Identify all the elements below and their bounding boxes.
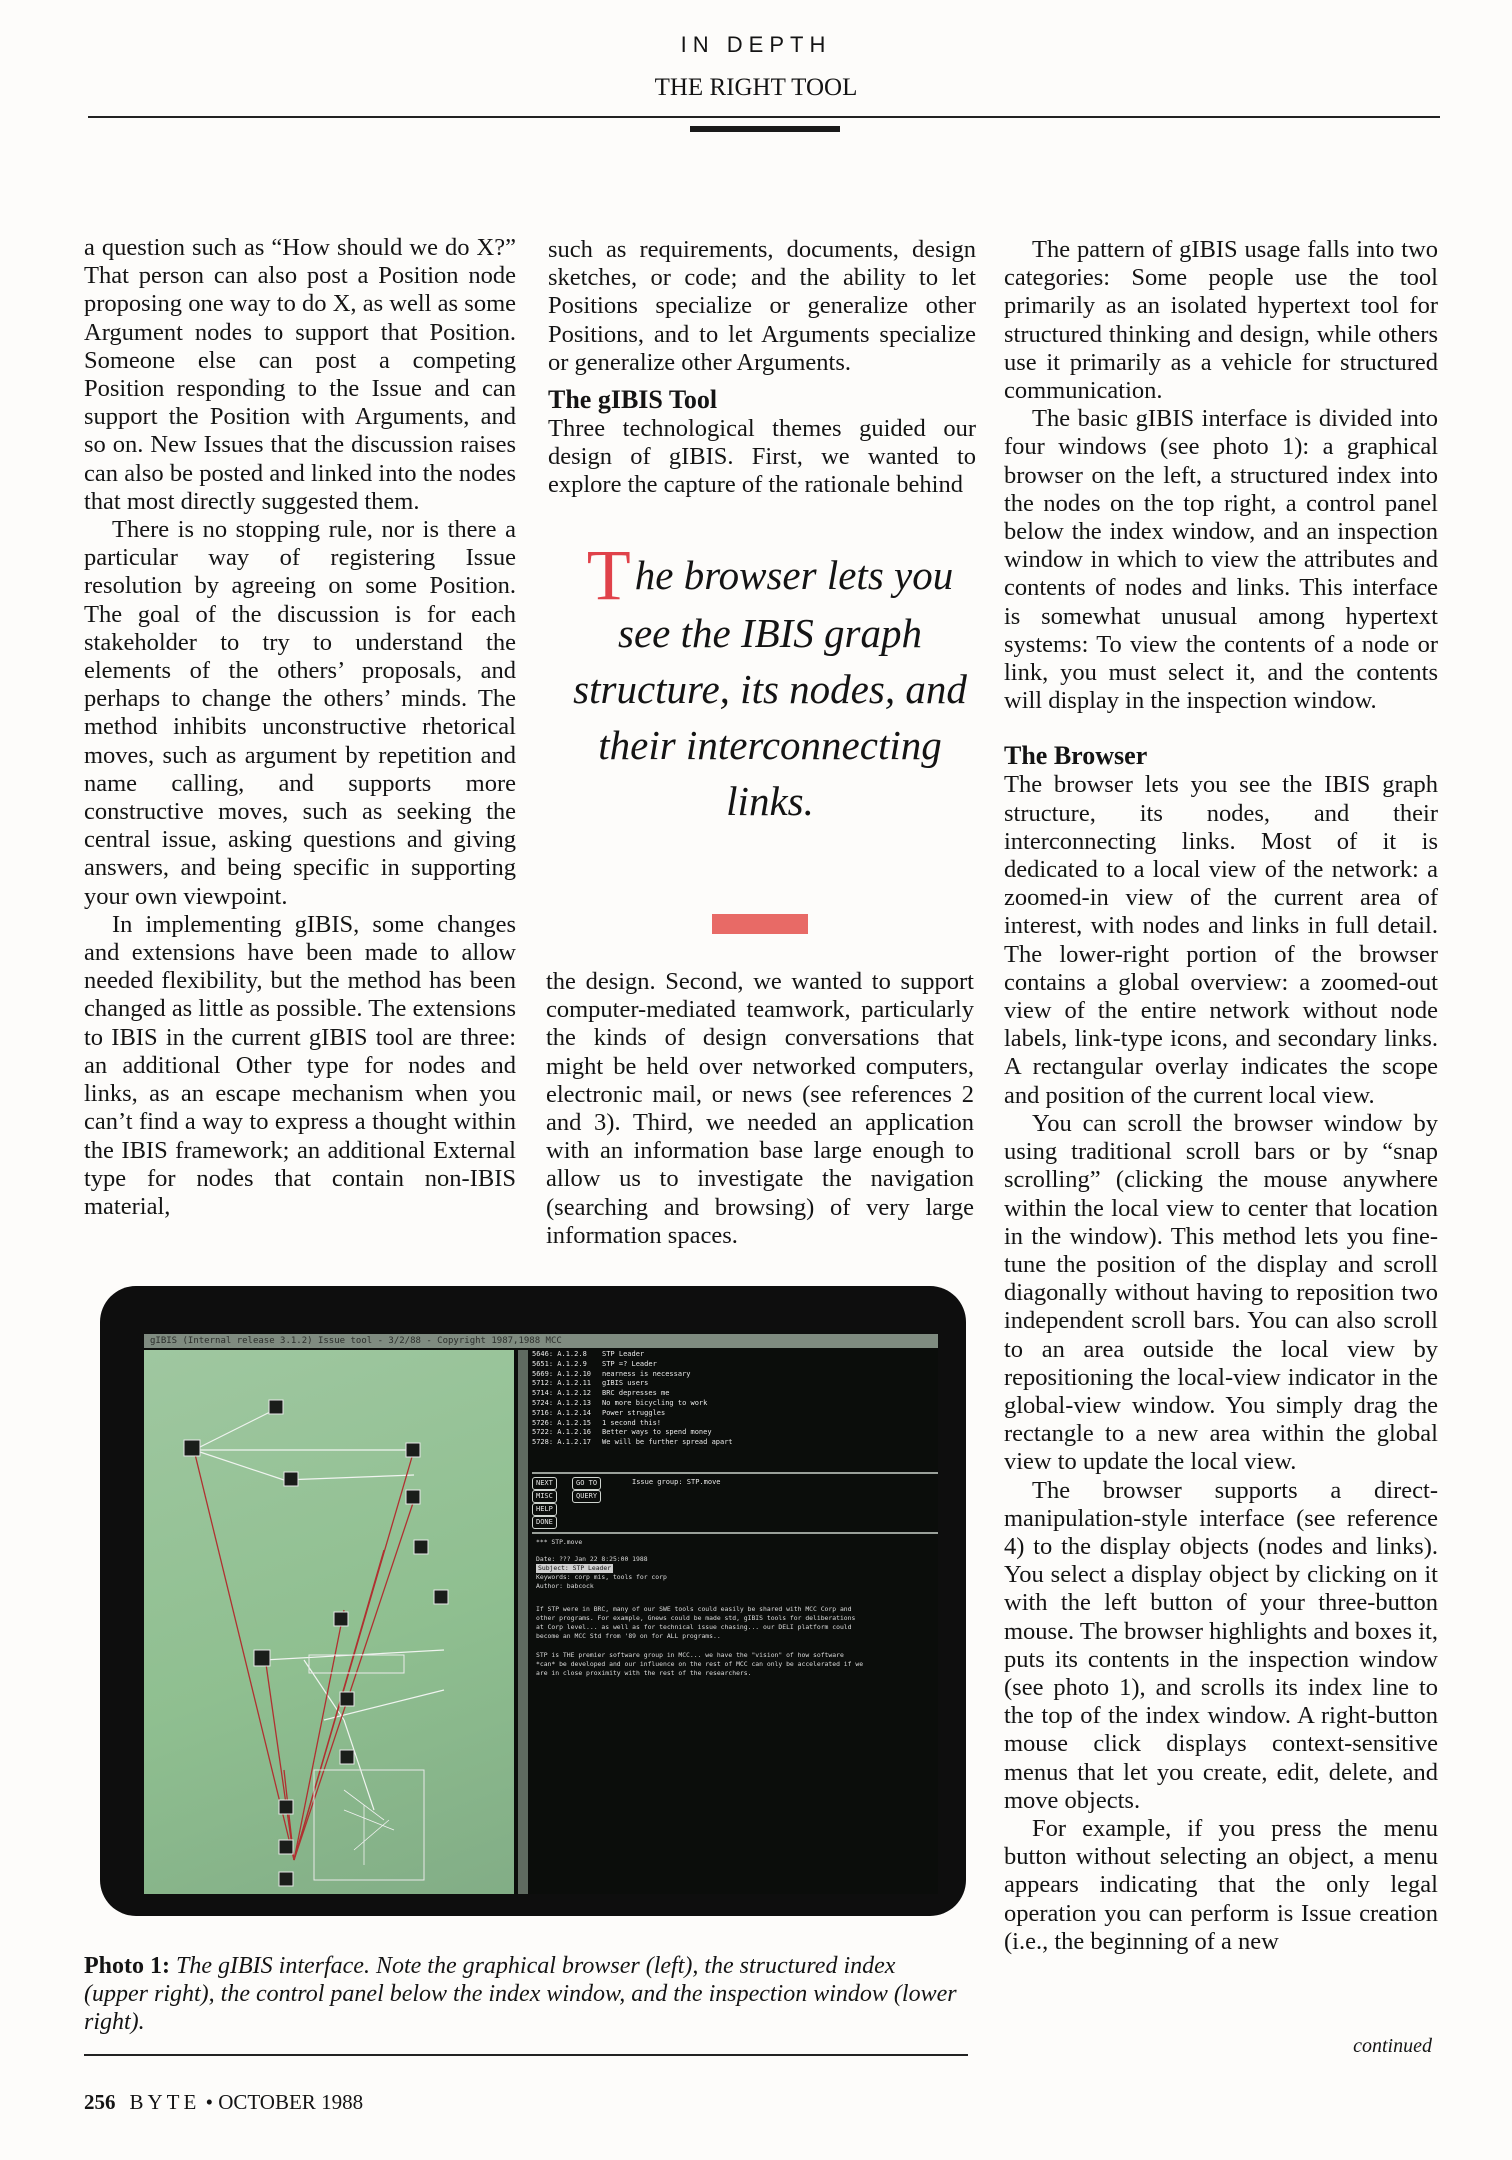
screen (144, 1334, 938, 1894)
selected-node-box (309, 1655, 404, 1673)
browser-scrollbar[interactable] (518, 1350, 528, 1894)
paragraph: Three technological themes guided our design of gIBIS. First, we wanted to explore the capture of the rationale behind (548, 415, 976, 499)
window-titlebar: gIBIS (Internal release 3.1.2) Issue tool - 3/2/88 - Copyright 1987,1988 MCC (144, 1334, 938, 1348)
caption-rule (84, 2054, 968, 2056)
inspect-date: Date: ??? Jan 22 8:25:00 1988 (536, 1555, 648, 1563)
paragraph: You can scroll the browser window by using traditional scroll bars or by “snap scrolling” (clicking the mouse anywhere within the local view to center that location in the window). This method lets you fine-tune the position of the display and scroll diagonally without having to reposition two independent scroll bars. You can also scroll to an area outside the local view by repositioning the local-view indicator in the global-view window. You simply drag the rectangle to a new area within the global view to update the local view. (1004, 1109, 1438, 1476)
page-number: 256 (84, 2090, 116, 2114)
structured-index (532, 1350, 938, 1468)
index-row[interactable]: 5669: A.1.2.10 nearness is necessary (532, 1369, 691, 1378)
magazine-name: BYTE (129, 2090, 201, 2114)
inspect-header: *** STP.move (536, 1538, 583, 1546)
paragraph: The browser lets you see the IBIS graph structure, its nodes, and their interconnecting links. Most of it is dedicated to a local view of the network: a zoomed-in view of the current area of interest, with nodes and links in full detail. The lower-right portion of the browser contains a global overview: a zoomed-out view of the entire network without node labels, link-type icons, and secondary links. A rectangular overlay indicates the scope and position of the current local view. (1004, 771, 1438, 1109)
index-row[interactable]: 5728: A.1.2.17 We will be further spread apart (532, 1438, 733, 1447)
column-middle (548, 236, 976, 500)
inspect-body: STP is THE premier software group in MCC... we have the "vision" of how software *can* be developed and our influence on the rest of MCC can only be accelerated if we are in close proximity with the rest of the researchers. (536, 1651, 864, 1677)
index-row[interactable]: 5724: A.1.2.13 No more bicycling to work (532, 1398, 708, 1407)
paragraph: The basic gIBIS interface is divided into four windows (see photo 1): a graphical browser on the left, a structured index into the nodes on the top right, a control panel below the index window, and an inspection window in which to view the attributes and contents of nodes and links. This interface is somewhat unusual among hypertext systems: To view the contents of a node or link, you must select it, and the contents will display in the inspection window. (1004, 405, 1438, 715)
section-heading: The Browser (1004, 741, 1148, 771)
pull-quote-initial: T (586, 535, 631, 615)
index-row[interactable]: 5716: A.1.2.14 Power struggles (532, 1408, 666, 1417)
done-button[interactable]: DONE (532, 1516, 557, 1529)
issue-date: OCTOBER 1988 (218, 2090, 364, 2114)
column-left (84, 234, 516, 1221)
section-kicker: IN DEPTH (680, 32, 832, 57)
goto-button[interactable]: GO TO (572, 1477, 601, 1490)
query-button[interactable]: QUERY (572, 1490, 601, 1503)
inspect-body: If STP were in BRC, many of our SWE tools could easily be shared with MCC Corp and other programs. For example, Gnews could be made std, gIBIS tools for deliberations at Corp level... as well as for technical issue chasing... our DELI platform could become an MCC Std from '89 on for ALL programs.. (536, 1605, 856, 1640)
inspect-keywords: Keywords: corp mis, tools for corp (536, 1573, 667, 1581)
graphical-browser (144, 1350, 514, 1894)
pull-quote-text: he browser lets you see the IBIS graph structure, its nodes, and their interconnecting links. (573, 552, 967, 824)
index-row[interactable]: 5714: A.1.2.12 BRC depresses me (532, 1389, 670, 1398)
paragraph: the design. Second, we wanted to support computer-mediated teamwork, particularly the kinds of design conversations that might be held over networked computers, electronic mail, or news (see references 2 and 3). Third, we needed an application with an information base large enough to allow us to investigate the navigation (searching and browsing) of very large information spaces. (546, 968, 974, 1249)
photo-monitor (100, 1286, 966, 1916)
paragraph: In implementing gIBIS, some changes and extensions have been made to allow needed flexibility, but the method has been changed as little as possible. The extensions to IBIS in the current gIBIS tool are three: an additional Other type for nodes and links, as an escape mechanism when you can’t find a way to express a thought within the IBIS framework; an additional External type for nodes that contain non-IBIS material, (84, 910, 516, 1220)
page-headline: THE RIGHT TOOL (654, 74, 858, 101)
index-row[interactable]: 5722: A.1.2.16 Better ways to spend money (532, 1428, 712, 1437)
misc-button[interactable]: MISC (532, 1490, 557, 1503)
page-footer (84, 2090, 363, 2115)
pull-quote-bar (712, 914, 808, 934)
issue-group-label: Issue group: STP.move (632, 1478, 721, 1486)
index-row[interactable]: 5712: A.1.2.11 gIBIS users (532, 1379, 649, 1388)
index-row[interactable]: 5651: A.1.2.9 STP =? Leader (532, 1359, 657, 1368)
ibis-graph (144, 1350, 514, 1894)
index-row[interactable]: 5726: A.1.2.15 1 second this! (532, 1418, 662, 1427)
global-view-graph (344, 1790, 394, 1865)
index-row[interactable]: 5646: A.1.2.8 STP Leader (532, 1350, 645, 1358)
global-view-overlay (314, 1770, 424, 1880)
pull-quote (560, 535, 980, 829)
inspect-author: Author: babcock (536, 1582, 594, 1590)
paragraph: such as requirements, documents, design sketches, or code; and the ability to let Positions specialize or generalize other Positions, and to let Arguments specialize or generalize other Arguments. (548, 236, 976, 376)
control-panel (532, 1472, 938, 1530)
photo-caption (84, 1952, 964, 2036)
section-heading: The gIBIS Tool (548, 385, 718, 415)
header-rule (88, 116, 1440, 118)
continued-note: continued (1353, 2035, 1432, 2057)
inspection-window (532, 1532, 938, 1894)
next-button[interactable]: NEXT (532, 1477, 557, 1490)
graph-links (194, 1410, 444, 1810)
caption-text: The gIBIS interface. Note the graphical browser (left), the structured index (upper right), the control panel below the index window, and the inspection window (lower right). (84, 1953, 957, 2035)
footer-separator: • (200, 2090, 219, 2114)
paragraph: The pattern of gIBIS usage falls into two categories: Some people use the tool primarily as an isolated hypertext tool for structured thinking and design, while others use it primarily as a vehicle for structured communication. (1004, 236, 1438, 405)
help-button[interactable]: HELP (532, 1503, 557, 1516)
header-bar (690, 126, 840, 132)
graph-nodes (184, 1400, 448, 1886)
column-right (1004, 236, 1438, 1956)
paragraph: For example, if you press the menu button without selecting an object, a menu appears indicating that the only legal operation you can perform is Issue creation (i.e., the beginning of a new (1004, 1814, 1438, 1955)
caption-label: Photo 1: (84, 1953, 170, 1979)
paragraph: The browser supports a direct-manipulation-style interface (see reference 4) to the display objects (nodes and links). You select a display object by clicking on it with the left button of your three-button mouse. The browser highlights and boxes it, puts its contents in the inspection window (see photo 1), and scrolls its index line to the top of the index window. A right-button mouse click displays context-sensitive menus that let you create, edit, delete, and move objects. (1004, 1476, 1438, 1814)
inspect-subject: Subject: STP Leader (538, 1564, 612, 1572)
column-middle-continued (546, 968, 974, 1250)
paragraph: There is no stopping rule, nor is there a particular way of registering Issue resolution by agreeing on some Position. The goal of the discussion is for each stakeholder to try to understand the elements of the others’ proposals, and perhaps to change the others’ minds. The method inhibits unconstructive rhetorical moves, such as argument by repetition and name calling, and supports more constructive moves, such as seeking the central issue, asking questions and giving answers, and being specific in supporting your own viewpoint. (84, 516, 516, 910)
paragraph: a question such as “How should we do X?” That person can also post a Position node proposing one way to do X, as well as some Argument nodes to support that Position. Someone else can post a competing Position responding to the Issue and can support the Position with Arguments, and so on. New Issues that the discussion raises can also be posted and linked into the nodes that most directly suggested them. (84, 234, 516, 515)
